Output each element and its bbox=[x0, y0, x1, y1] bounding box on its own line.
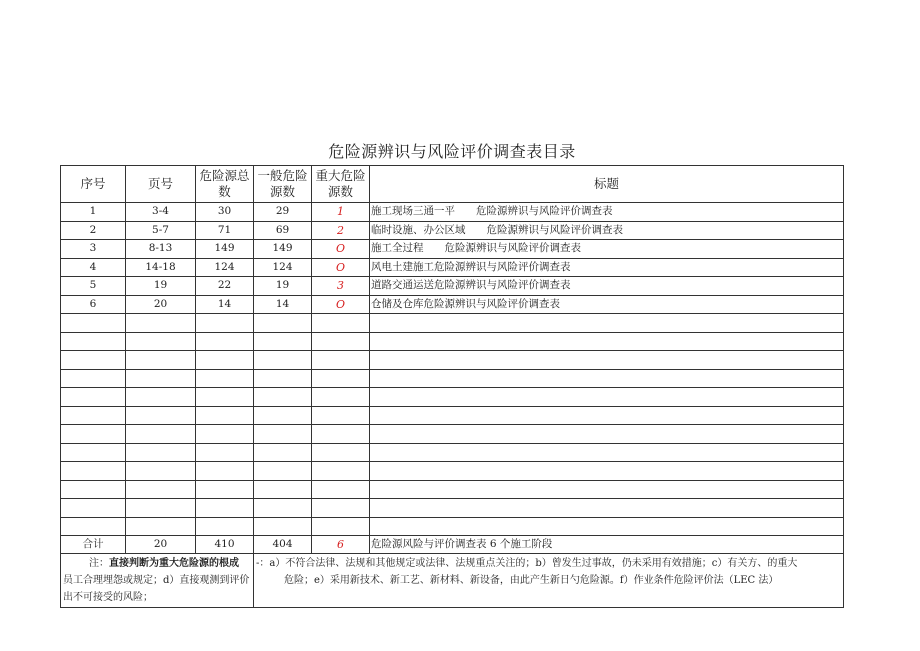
empty-cell bbox=[61, 425, 126, 444]
empty-row bbox=[61, 480, 844, 499]
table-row bbox=[61, 258, 844, 277]
empty-cell bbox=[312, 351, 370, 370]
empty-cell bbox=[370, 388, 844, 407]
empty-cell bbox=[126, 480, 196, 499]
empty-cell bbox=[126, 332, 196, 351]
empty-cell bbox=[370, 462, 844, 481]
header-seq: 序号 bbox=[61, 166, 126, 203]
hazard-catalog-table bbox=[60, 165, 844, 608]
note-left-rest: 员工合理埋怨或规定；d）直接观测到评价出不可接受的风险； bbox=[63, 575, 250, 603]
empty-cell bbox=[196, 369, 254, 388]
empty-row bbox=[61, 388, 844, 407]
empty-cell bbox=[254, 406, 312, 425]
empty-cell bbox=[196, 499, 254, 518]
empty-cell bbox=[370, 517, 844, 536]
empty-cell bbox=[196, 480, 254, 499]
cell-general: 19 bbox=[254, 277, 312, 296]
cell-topic: 仓储及仓库危险源辨识与风险评价调查表 bbox=[370, 295, 844, 314]
empty-row bbox=[61, 499, 844, 518]
empty-cell bbox=[126, 388, 196, 407]
empty-cell bbox=[61, 499, 126, 518]
empty-cell bbox=[196, 388, 254, 407]
empty-row bbox=[61, 332, 844, 351]
cell-total: 14 bbox=[196, 295, 254, 314]
empty-cell bbox=[254, 443, 312, 462]
cell-major: 2 bbox=[312, 221, 370, 240]
empty-cell bbox=[312, 369, 370, 388]
empty-cell bbox=[312, 462, 370, 481]
empty-cell bbox=[61, 406, 126, 425]
cell-topic: 道路交通运送危险源辨识与风险评价调查表 bbox=[370, 277, 844, 296]
note-prefix: 注： bbox=[89, 558, 109, 569]
empty-cell bbox=[370, 480, 844, 499]
total-general: 404 bbox=[254, 536, 312, 554]
empty-cell bbox=[370, 425, 844, 444]
header-total: 危险源总数 bbox=[196, 166, 254, 203]
empty-cell bbox=[196, 462, 254, 481]
empty-cell bbox=[126, 499, 196, 518]
empty-cell bbox=[61, 369, 126, 388]
cell-topic: 施工现场三通一平 危险源辨识与风险评价调查表 bbox=[370, 203, 844, 222]
empty-cell bbox=[312, 332, 370, 351]
empty-cell bbox=[126, 517, 196, 536]
total-page: 20 bbox=[126, 536, 196, 554]
cell-total: 30 bbox=[196, 203, 254, 222]
empty-cell bbox=[61, 517, 126, 536]
cell-major: 3 bbox=[312, 277, 370, 296]
total-row bbox=[61, 536, 844, 554]
empty-cell bbox=[370, 406, 844, 425]
empty-cell bbox=[254, 388, 312, 407]
empty-cell bbox=[370, 332, 844, 351]
empty-row bbox=[61, 462, 844, 481]
empty-row bbox=[61, 369, 844, 388]
empty-cell bbox=[126, 425, 196, 444]
empty-row bbox=[61, 351, 844, 370]
empty-cell bbox=[196, 406, 254, 425]
cell-seq: 6 bbox=[61, 295, 126, 314]
cell-major: O bbox=[312, 240, 370, 259]
empty-cell bbox=[254, 462, 312, 481]
note-bold: 直接判断为重大危险源的根成 bbox=[109, 558, 239, 569]
page-title: 危险源辨识与风险评价调查表目录 bbox=[328, 142, 576, 161]
cell-page: 8-13 bbox=[126, 240, 196, 259]
total-major: 6 bbox=[312, 536, 370, 554]
cell-major: O bbox=[312, 258, 370, 277]
note-row bbox=[61, 554, 844, 608]
empty-cell bbox=[61, 332, 126, 351]
cell-topic: 风电土建施工危险源辨识与风险评价调查表 bbox=[370, 258, 844, 277]
empty-cell bbox=[254, 425, 312, 444]
cell-total: 124 bbox=[196, 258, 254, 277]
empty-cell bbox=[370, 351, 844, 370]
cell-topic: 施工全过程 危险源辨识与风险评价调查表 bbox=[370, 240, 844, 259]
empty-cell bbox=[126, 369, 196, 388]
empty-cell bbox=[196, 351, 254, 370]
note-right-line1: -：a）不符合法律、法规和其他规定或法律、法规重点关注的；b）曾发生过事故，仍未采用有效措施；c）有关方、的重大 bbox=[256, 558, 798, 569]
empty-cell bbox=[370, 314, 844, 333]
empty-cell bbox=[254, 499, 312, 518]
empty-cell bbox=[312, 443, 370, 462]
cell-total: 149 bbox=[196, 240, 254, 259]
empty-cell bbox=[126, 406, 196, 425]
cell-page: 14-18 bbox=[126, 258, 196, 277]
cell-seq: 3 bbox=[61, 240, 126, 259]
empty-cell bbox=[126, 462, 196, 481]
empty-cell bbox=[61, 314, 126, 333]
header-row bbox=[61, 166, 844, 203]
empty-cell bbox=[312, 406, 370, 425]
empty-cell bbox=[61, 480, 126, 499]
empty-cell bbox=[196, 425, 254, 444]
empty-cell bbox=[126, 351, 196, 370]
empty-cell bbox=[254, 369, 312, 388]
empty-cell bbox=[196, 443, 254, 462]
cell-seq: 2 bbox=[61, 221, 126, 240]
cell-general: 149 bbox=[254, 240, 312, 259]
note-right-line2: 危险；e）采用新技术、新工艺、新材料、新设备，由此产生新日勺危险源。f）作业条件危险评价法（LEC 法） bbox=[284, 575, 779, 586]
empty-row bbox=[61, 406, 844, 425]
cell-general: 124 bbox=[254, 258, 312, 277]
table-row bbox=[61, 221, 844, 240]
total-label: 合计 bbox=[61, 536, 126, 554]
cell-seq: 1 bbox=[61, 203, 126, 222]
empty-cell bbox=[126, 443, 196, 462]
header-topic: 标题 bbox=[370, 166, 844, 203]
cell-general: 14 bbox=[254, 295, 312, 314]
empty-cell bbox=[61, 462, 126, 481]
cell-major: O bbox=[312, 295, 370, 314]
empty-cell bbox=[196, 314, 254, 333]
empty-cell bbox=[196, 517, 254, 536]
empty-cell bbox=[254, 517, 312, 536]
empty-cell bbox=[61, 388, 126, 407]
empty-cell bbox=[312, 517, 370, 536]
cell-page: 19 bbox=[126, 277, 196, 296]
cell-major: 1 bbox=[312, 203, 370, 222]
empty-cell bbox=[370, 369, 844, 388]
header-major: 重大危险源数 bbox=[312, 166, 370, 203]
empty-row bbox=[61, 314, 844, 333]
empty-row bbox=[61, 425, 844, 444]
empty-cell bbox=[254, 351, 312, 370]
empty-cell bbox=[312, 499, 370, 518]
header-general: 一般危险源数 bbox=[254, 166, 312, 203]
empty-cell bbox=[312, 480, 370, 499]
empty-cell bbox=[61, 443, 126, 462]
empty-cell bbox=[254, 332, 312, 351]
total-topic: 危险源风险与评价调查表 6 个施工阶段 bbox=[370, 536, 844, 554]
empty-cell bbox=[370, 443, 844, 462]
note-left bbox=[61, 554, 254, 608]
table-row bbox=[61, 295, 844, 314]
cell-page: 20 bbox=[126, 295, 196, 314]
table-row bbox=[61, 203, 844, 222]
empty-cell bbox=[196, 332, 254, 351]
header-page: 页号 bbox=[126, 166, 196, 203]
note-right bbox=[254, 554, 844, 608]
cell-seq: 4 bbox=[61, 258, 126, 277]
empty-cell bbox=[61, 351, 126, 370]
empty-cell bbox=[312, 388, 370, 407]
cell-general: 69 bbox=[254, 221, 312, 240]
empty-cell bbox=[254, 480, 312, 499]
cell-page: 3-4 bbox=[126, 203, 196, 222]
cell-general: 29 bbox=[254, 203, 312, 222]
cell-topic: 临时设施、办公区域 危险源辨识与风险评价调查表 bbox=[370, 221, 844, 240]
empty-cell bbox=[312, 425, 370, 444]
empty-cell bbox=[312, 314, 370, 333]
empty-row bbox=[61, 443, 844, 462]
table-row bbox=[61, 277, 844, 296]
total-total: 410 bbox=[196, 536, 254, 554]
cell-total: 71 bbox=[196, 221, 254, 240]
cell-seq: 5 bbox=[61, 277, 126, 296]
empty-row bbox=[61, 517, 844, 536]
table-row bbox=[61, 240, 844, 259]
cell-total: 22 bbox=[196, 277, 254, 296]
cell-page: 5-7 bbox=[126, 221, 196, 240]
empty-cell bbox=[126, 314, 196, 333]
empty-cell bbox=[370, 499, 844, 518]
empty-cell bbox=[254, 314, 312, 333]
